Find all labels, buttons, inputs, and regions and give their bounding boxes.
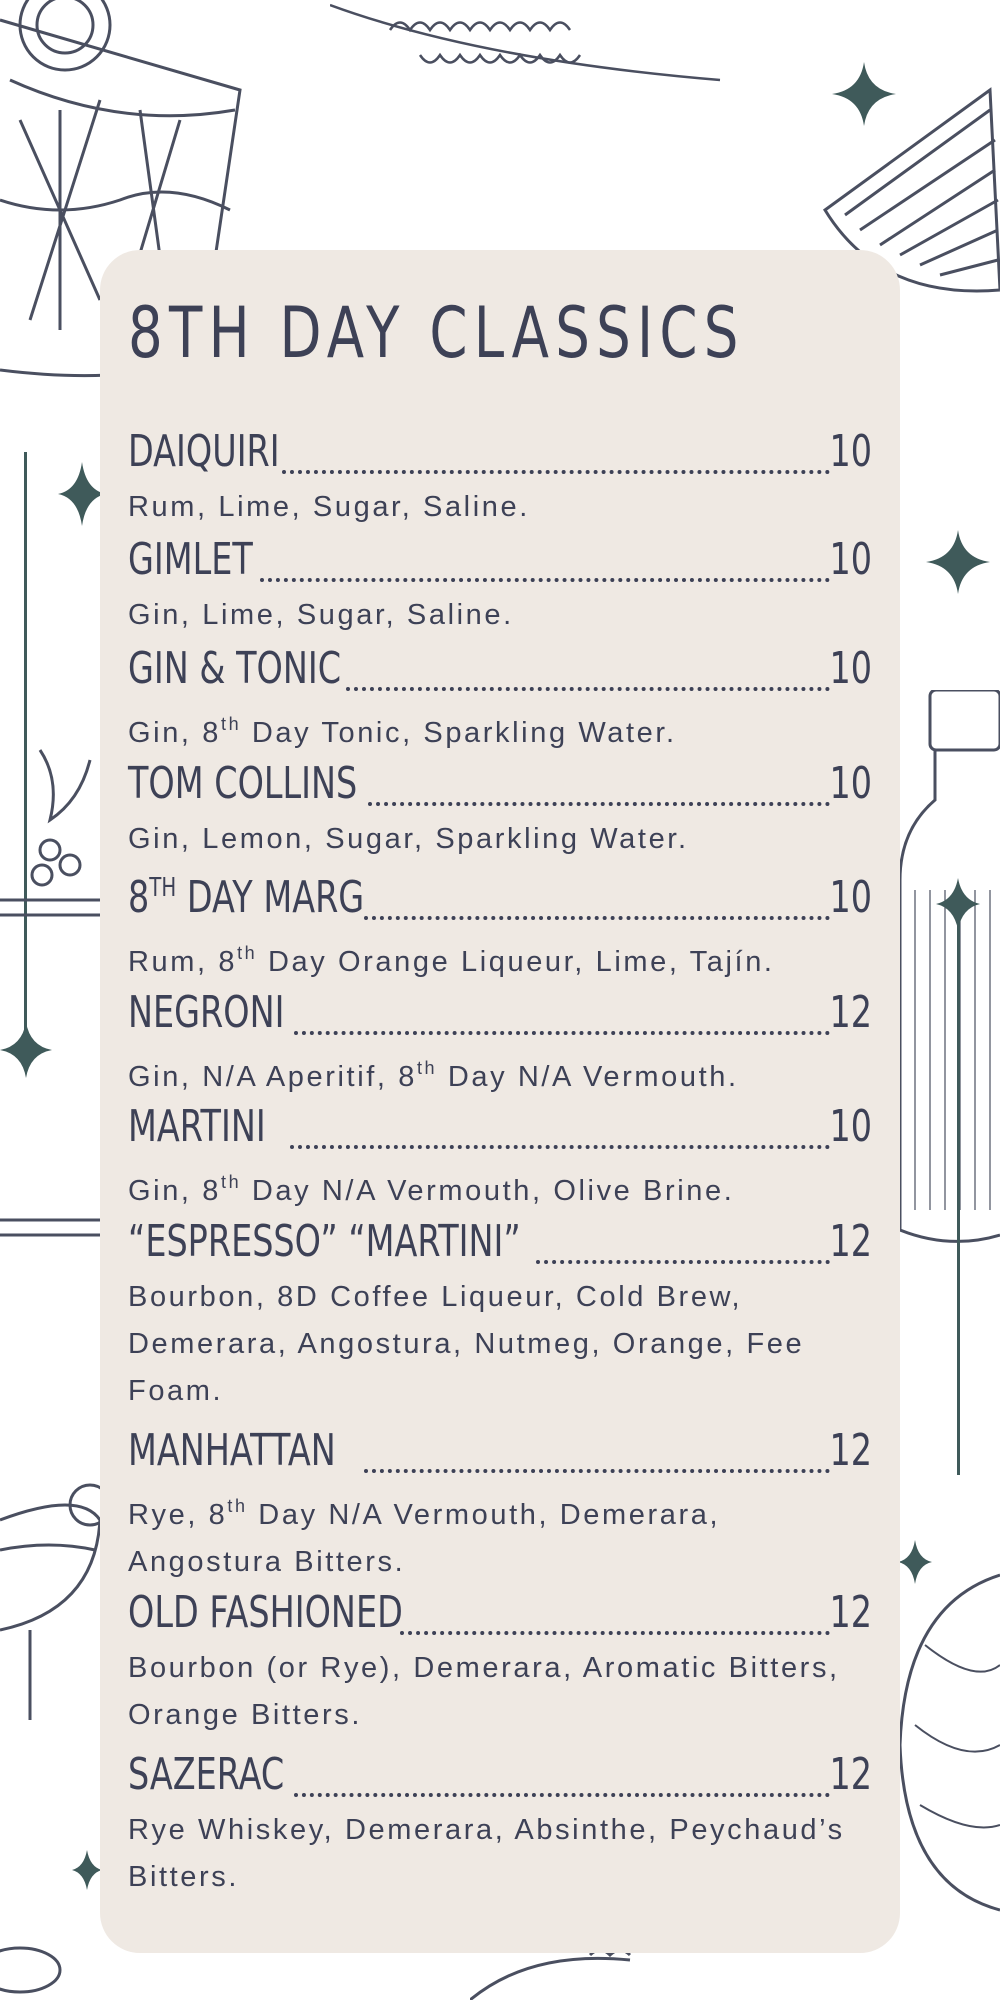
- bottle-illustration: [900, 690, 1000, 1250]
- item-description: Gin, N/A Aperitif, 8th Day N/A Vermouth.: [128, 1058, 739, 1093]
- item-description: Gin, Lemon, Sugar, Sparkling Water.: [128, 823, 689, 855]
- lavender-sprig-illustration: [330, 0, 730, 110]
- item-name: GIN & TONIC: [128, 643, 342, 694]
- garnish-glass-illustration: [0, 740, 100, 1260]
- item-price: 12: [829, 1587, 872, 1638]
- item-name: SAZERAC: [128, 1749, 285, 1800]
- item-price: 12: [829, 1749, 872, 1800]
- dot-leader: [536, 1260, 830, 1264]
- wood-barrel-illustration: [895, 1565, 1000, 1920]
- sparkle-icon: [72, 1850, 102, 1890]
- vertical-line-right: [957, 890, 960, 1475]
- menu-item-daiquiri: [128, 426, 872, 531]
- dot-leader: [282, 470, 830, 474]
- item-name: DAIQUIRI: [128, 426, 280, 477]
- item-price: 12: [829, 1216, 872, 1267]
- item-name: OLD FASHIONED: [128, 1587, 403, 1638]
- herb-sprig-illustration: [470, 1950, 670, 2000]
- item-name: “ESPRESSO” “MARTINI”: [128, 1216, 521, 1267]
- menu-item-old-fashioned: [128, 1587, 872, 1739]
- dot-leader: [294, 1793, 830, 1797]
- item-description: Gin, 8th Day N/A Vermouth, Olive Brine.: [128, 1172, 735, 1207]
- dot-leader: [290, 1145, 830, 1149]
- item-name: MARTINI: [128, 1101, 266, 1152]
- item-name: 8TH DAY MARG: [128, 872, 365, 923]
- item-description: Bourbon (or Rye), Demerara, Aromatic Bitters, Orange Bitters.: [128, 1652, 840, 1731]
- menu-item-martini: [128, 1101, 872, 1215]
- item-price: 10: [829, 758, 872, 809]
- dot-leader: [368, 802, 830, 806]
- item-price: 12: [829, 1425, 872, 1476]
- menu-item-8th-day-marg: [128, 872, 872, 986]
- dot-leader: [294, 1031, 830, 1035]
- glass-base-illustration: [0, 1930, 70, 2000]
- item-name: MANHATTAN: [128, 1425, 336, 1476]
- item-name: TOM COLLINS: [128, 758, 358, 809]
- dot-leader: [364, 1469, 830, 1473]
- menu-item-manhattan: [128, 1425, 872, 1586]
- menu-item-tom-collins: [128, 758, 872, 863]
- coupe-glass-illustration: [0, 1480, 105, 1720]
- sparkle-icon: [926, 530, 990, 594]
- menu-item-negroni: [128, 987, 872, 1101]
- dot-leader: [400, 1631, 830, 1635]
- item-name: GIMLET: [128, 534, 253, 585]
- item-price: 10: [829, 1101, 872, 1152]
- menu-item-gin-and-tonic: [128, 643, 872, 757]
- item-price: 10: [829, 872, 872, 923]
- menu-card: [100, 250, 900, 1953]
- item-price: 12: [829, 987, 872, 1038]
- dot-leader: [364, 916, 830, 920]
- item-name: NEGRONI: [128, 987, 285, 1038]
- dot-leader: [346, 687, 830, 691]
- sparkle-icon: [58, 462, 106, 526]
- item-description: Rye Whiskey, Demerara, Absinthe, Peychaud’s Bitters.: [128, 1814, 845, 1893]
- item-description: Gin, 8th Day Tonic, Sparkling Water.: [128, 714, 677, 749]
- item-description: Rye, 8th Day N/A Vermouth, Demerara, Angostura Bitters.: [128, 1496, 721, 1578]
- menu-title: 8TH DAY CLASSICS: [128, 292, 745, 374]
- item-description: Bourbon, 8D Coffee Liqueur, Cold Brew, Demerara, Angostura, Nutmeg, Orange, Fee Foam.: [128, 1281, 805, 1407]
- menu-item-gimlet: [128, 534, 872, 639]
- item-price: 10: [829, 534, 872, 585]
- item-price: 10: [829, 426, 872, 477]
- dot-leader: [260, 578, 830, 582]
- item-price: 10: [829, 643, 872, 694]
- item-description: Rum, 8th Day Orange Liqueur, Lime, Tajín.: [128, 943, 775, 978]
- item-description: Gin, Lime, Sugar, Saline.: [128, 599, 514, 631]
- item-description: Rum, Lime, Sugar, Saline.: [128, 491, 530, 523]
- sparkle-icon: [936, 878, 980, 930]
- menu-item-espresso-martini: [128, 1216, 872, 1415]
- menu-item-sazerac: [128, 1749, 872, 1901]
